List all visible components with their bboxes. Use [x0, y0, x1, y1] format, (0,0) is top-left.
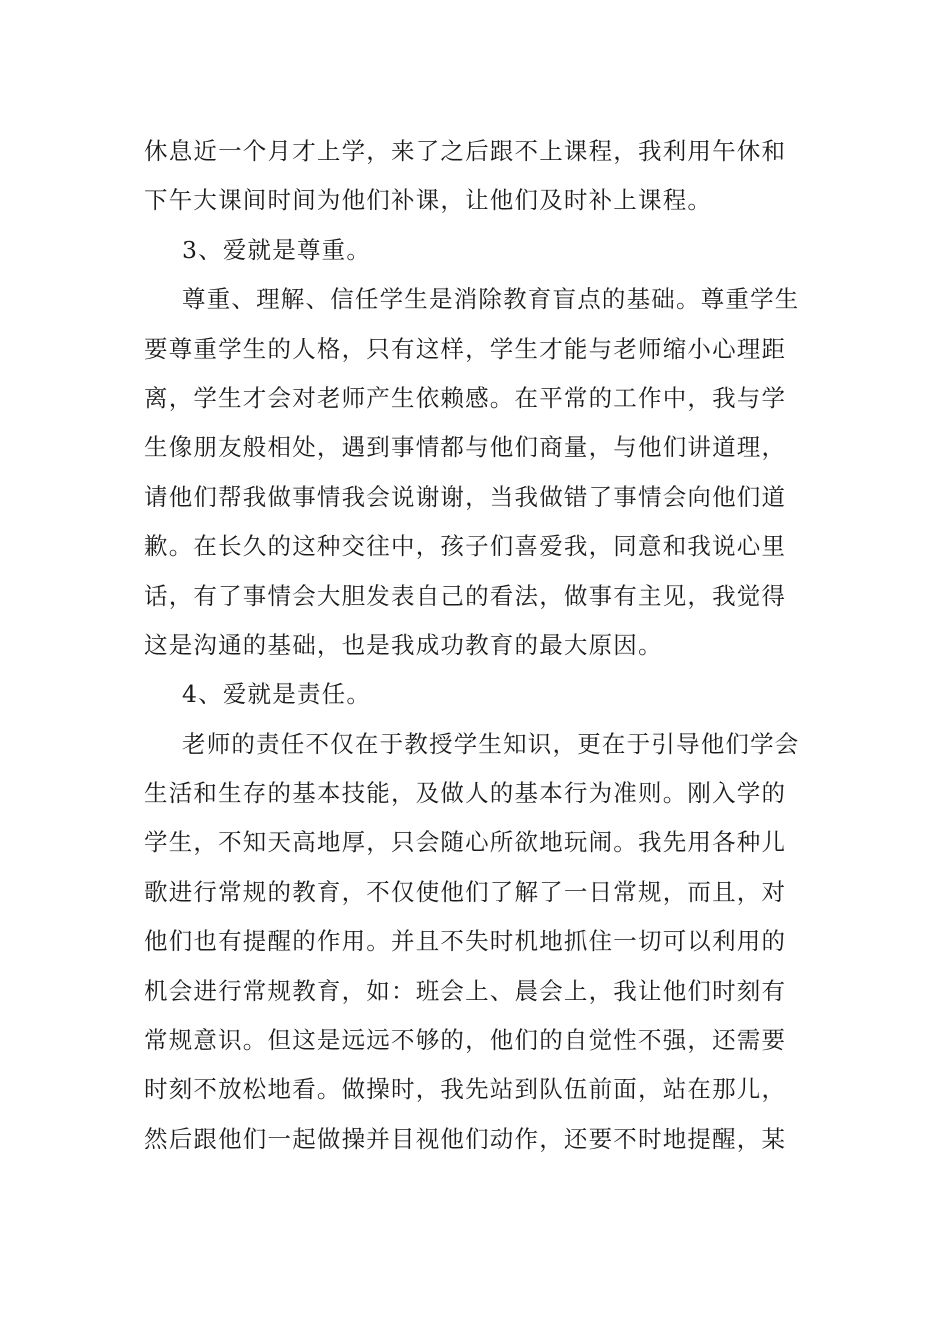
- paragraph-line: 学生，不知天高地厚，只会随心所欲地玩闹。我先用各种儿: [144, 828, 787, 857]
- paragraph-line: 话，有了事情会大胆发表自己的看法，做事有主见，我觉得: [144, 581, 787, 610]
- section-heading-responsibility: 4、爱就是责任。: [182, 680, 372, 709]
- paragraph-line: 要尊重学生的人格，只有这样，学生才能与老师缩小心理距: [144, 334, 787, 363]
- paragraph-line: 时刻不放松地看。做操时，我先站到队伍前面，站在那儿，: [144, 1075, 787, 1104]
- paragraph-line: 常规意识。但这是远远不够的，他们的自觉性不强，还需要: [144, 1026, 787, 1055]
- section-heading-respect: 3、爱就是尊重。: [182, 235, 372, 264]
- paragraph-line: 歉。在长久的这种交往中，孩子们喜爱我，同意和我说心里: [144, 532, 787, 561]
- paragraph-line: 请他们帮我做事情我会说谢谢，当我做错了事情会向他们道: [144, 482, 787, 511]
- paragraph-line: 下午大课间时间为他们补课，让他们及时补上课程。: [144, 186, 713, 215]
- paragraph-line: 歌进行常规的教育，不仅使他们了解了一日常规，而且，对: [144, 877, 787, 906]
- paragraph-line: 尊重、理解、信任学生是消除教育盲点的基础。尊重学生: [182, 285, 800, 314]
- document-body: [144, 127, 804, 1164]
- paragraph-line: 休息近一个月才上学，来了之后跟不上课程，我利用午休和: [144, 137, 787, 165]
- paragraph-line: 然后跟他们一起做操并目视他们动作，还要不时地提醒，某: [144, 1124, 787, 1153]
- paragraph-line: 老师的责任不仅在于教授学生知识，更在于引导他们学会: [182, 729, 800, 758]
- paragraph-line: 生像朋友般相处，遇到事情都与他们商量，与他们讲道理，: [144, 433, 787, 462]
- paragraph-line: 离，学生才会对老师产生依赖感。在平常的工作中，我与学: [144, 383, 787, 412]
- paragraph-line: 机会进行常规教育，如：班会上、晨会上，我让他们时刻有: [144, 976, 787, 1005]
- paragraph-line: 这是沟通的基础，也是我成功教育的最大原因。: [144, 630, 663, 659]
- paragraph-line: 他们也有提醒的作用。并且不失时机地抓住一切可以利用的: [144, 927, 787, 956]
- paragraph-line: 生活和生存的基本技能，及做人的基本行为准则。刚入学的: [144, 779, 787, 808]
